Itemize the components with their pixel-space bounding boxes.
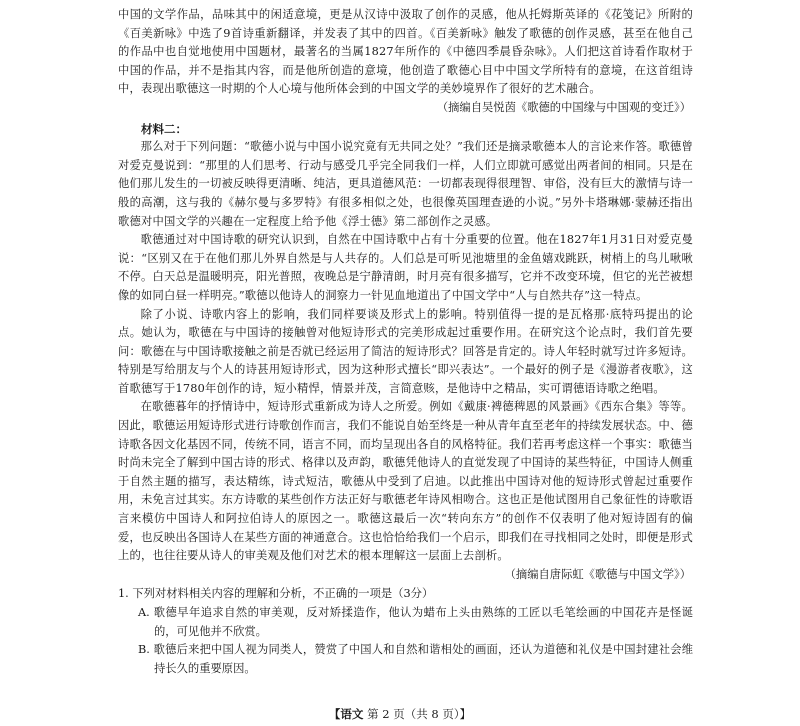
page-footer: [0, 706, 800, 722]
intro-paragraph: 中国的文学作品，品味其中的闲适意境，更是从汉诗中汲取了创作的灵感，他从托姆斯英译的《花笺记》所附的《百美新咏》中选了9首诗重新翻译，并发表了其中的四首。《百美新咏》触发了歌德的创作灵感，甚至在他自己的作品中也自觉地使用中国题材，最著名的当属1827年所作的《中德四季晨昏杂咏》。人们把这首诗看作取材于中国的作品，并不是指其内容，而是他所创造的意境，他创造了歌德心目中中国文学所特有的意境，在这首组诗中，表现出歌德这一时期的个人心境与他所体会到的中国文学的美妙境界作了很好的艺术融合。: [118, 8, 693, 96]
question-1-option-a: A. 歌德早年追求自然的审美观，反对矫揉造作，他认为蜡布上头由熟练的工匠以毛笔绘画的中国花卉是怪诞的，可见他并不欣赏。: [138, 606, 693, 638]
footer-page-number: 第 2 页（共 8 页）】: [367, 707, 472, 721]
material-2-paragraph-4: 在歌德暮年的抒情诗中，短诗形式重新成为诗人之所爱。例如《戴康·裨德稗恩的风景画》《西东合集》等等。因此，歌德运用短诗形式进行诗歌创作而言，我们不能说自始至终是一种从青年直至老年的持续发展状态。中、德诗歌各因文化基因不同，传统不同，语言不同，而均呈现出各自的风格特征。我们若再考虑这样一个事实：歌德当时尚未完全了解到中国古诗的形式、格律以及声韵，歌德凭他诗人的直觉发现了中国诗的某些特征，中国诗人侧重于自然主题的描写，表达精练，诗式短洁，歌德从中受到了启迪。以此推出中国诗对他的短诗形式曾起过重要作用，未免言过其实。东方诗歌的某些创作方法正好与歌德老年诗风相吻合。这也正是他试图用自己象征性的诗歌语言来模仿中国诗人和阿拉伯诗人的原因之一。歌德这最后一次“转向东方”的创作不仅表明了他对短诗固有的偏爱，也反映出各国诗人在某些方面的神通意合。这也恰恰给我们一个启示，即我们在寻找相同之处时，即便是形式上的，也往往要从诗人的审美观及他们对艺术的根本理解这一层面上去剖析。: [118, 400, 693, 563]
exam-page: [118, 6, 693, 678]
source-citation-1: （摘编自吴悦茵《歌德的中国缘与中国观的变迁》）: [436, 100, 691, 114]
material-2-paragraph-2: 歌德通过对中国诗歌的研究认识到，自然在中国诗歌中占有十分重要的位置。他在1827年1月31日对爱克曼说：“区别又在于在他们那儿外界自然是与人共存的。人们总是可听见池塘里的金鱼嬉戏跳跃，树梢上的鸟儿啾啾不停。白天总是温暖明亮，阳光普照，夜晚总是宁静清朗，时月亮有很多描写，它并不改变环境，但它的光芒被想像的如同白昼一样明亮。”歌德以他诗人的洞察力一针见血地道出了中国文学中“人与自然共存”这一特点。: [118, 233, 693, 302]
material-2-heading: 材料二：: [141, 121, 187, 136]
material-2-paragraph-3: 除了小说、诗歌内容上的影响，我们同样要谈及形式上的影响。特别值得一提的是瓦格那·底特玛提出的论点。她认为，歌德在与中国诗的接触曾对他短诗形式的完美形成起过重要作用。在研究这个论点时，我们首先要问：歌德在与中国诗歌接触之前是否就已经运用了简洁的短诗形式？回答是肯定的。诗人年轻时就写过许多短诗。特别是写给朋友与个人的诗甚用短诗形式，因为这种形式擅长“即兴表达”。一个最好的例子是《漫游者夜歌》，这首歌德写于1780年创作的诗，短小精悍，情景并茂，言简意赅，是他诗中之精品，实可谓德语诗歌之绝唱。: [118, 307, 693, 395]
source-citation-2: （摘编自唐际虹《歌德与中国文学》）: [504, 567, 691, 581]
material-2-paragraph-1: 那么对于下列问题：“歌德小说与中国小说究竟有无共同之处？”我们还是摘录歌德本人的言论来作答。歌德曾对爱克曼说到：“那里的人们思考、行动与感受几乎完全同我们一样，人们立即就可感觉出两者间的相同。只是在他们那儿发生的一切被反映得更清晰、纯洁，更具道德风范：一切都表现得很理智、审俗，没有巨大的激情与诗一般的高潮，这与我的《赫尔曼与多罗特》有很多相似之处，也很像英国理查逊的小说。”另外卡塔琳娜·蒙赫还指出歌德对中国文学的兴趣在一定程度上给予他《浮士德》第二部创作之灵感。: [118, 140, 693, 228]
footer-subject: 【语文: [328, 707, 364, 721]
question-1-stem: 1. 下列对材料相关内容的理解和分析，不正确的一项是（3分）: [118, 587, 434, 601]
question-1-option-b: B. 歌德后来把中国人视为同类人，赞赏了中国人和自然和谐相处的画面，还认为道德和礼仪是中国封建社会维持长久的重要原因。: [138, 643, 693, 675]
